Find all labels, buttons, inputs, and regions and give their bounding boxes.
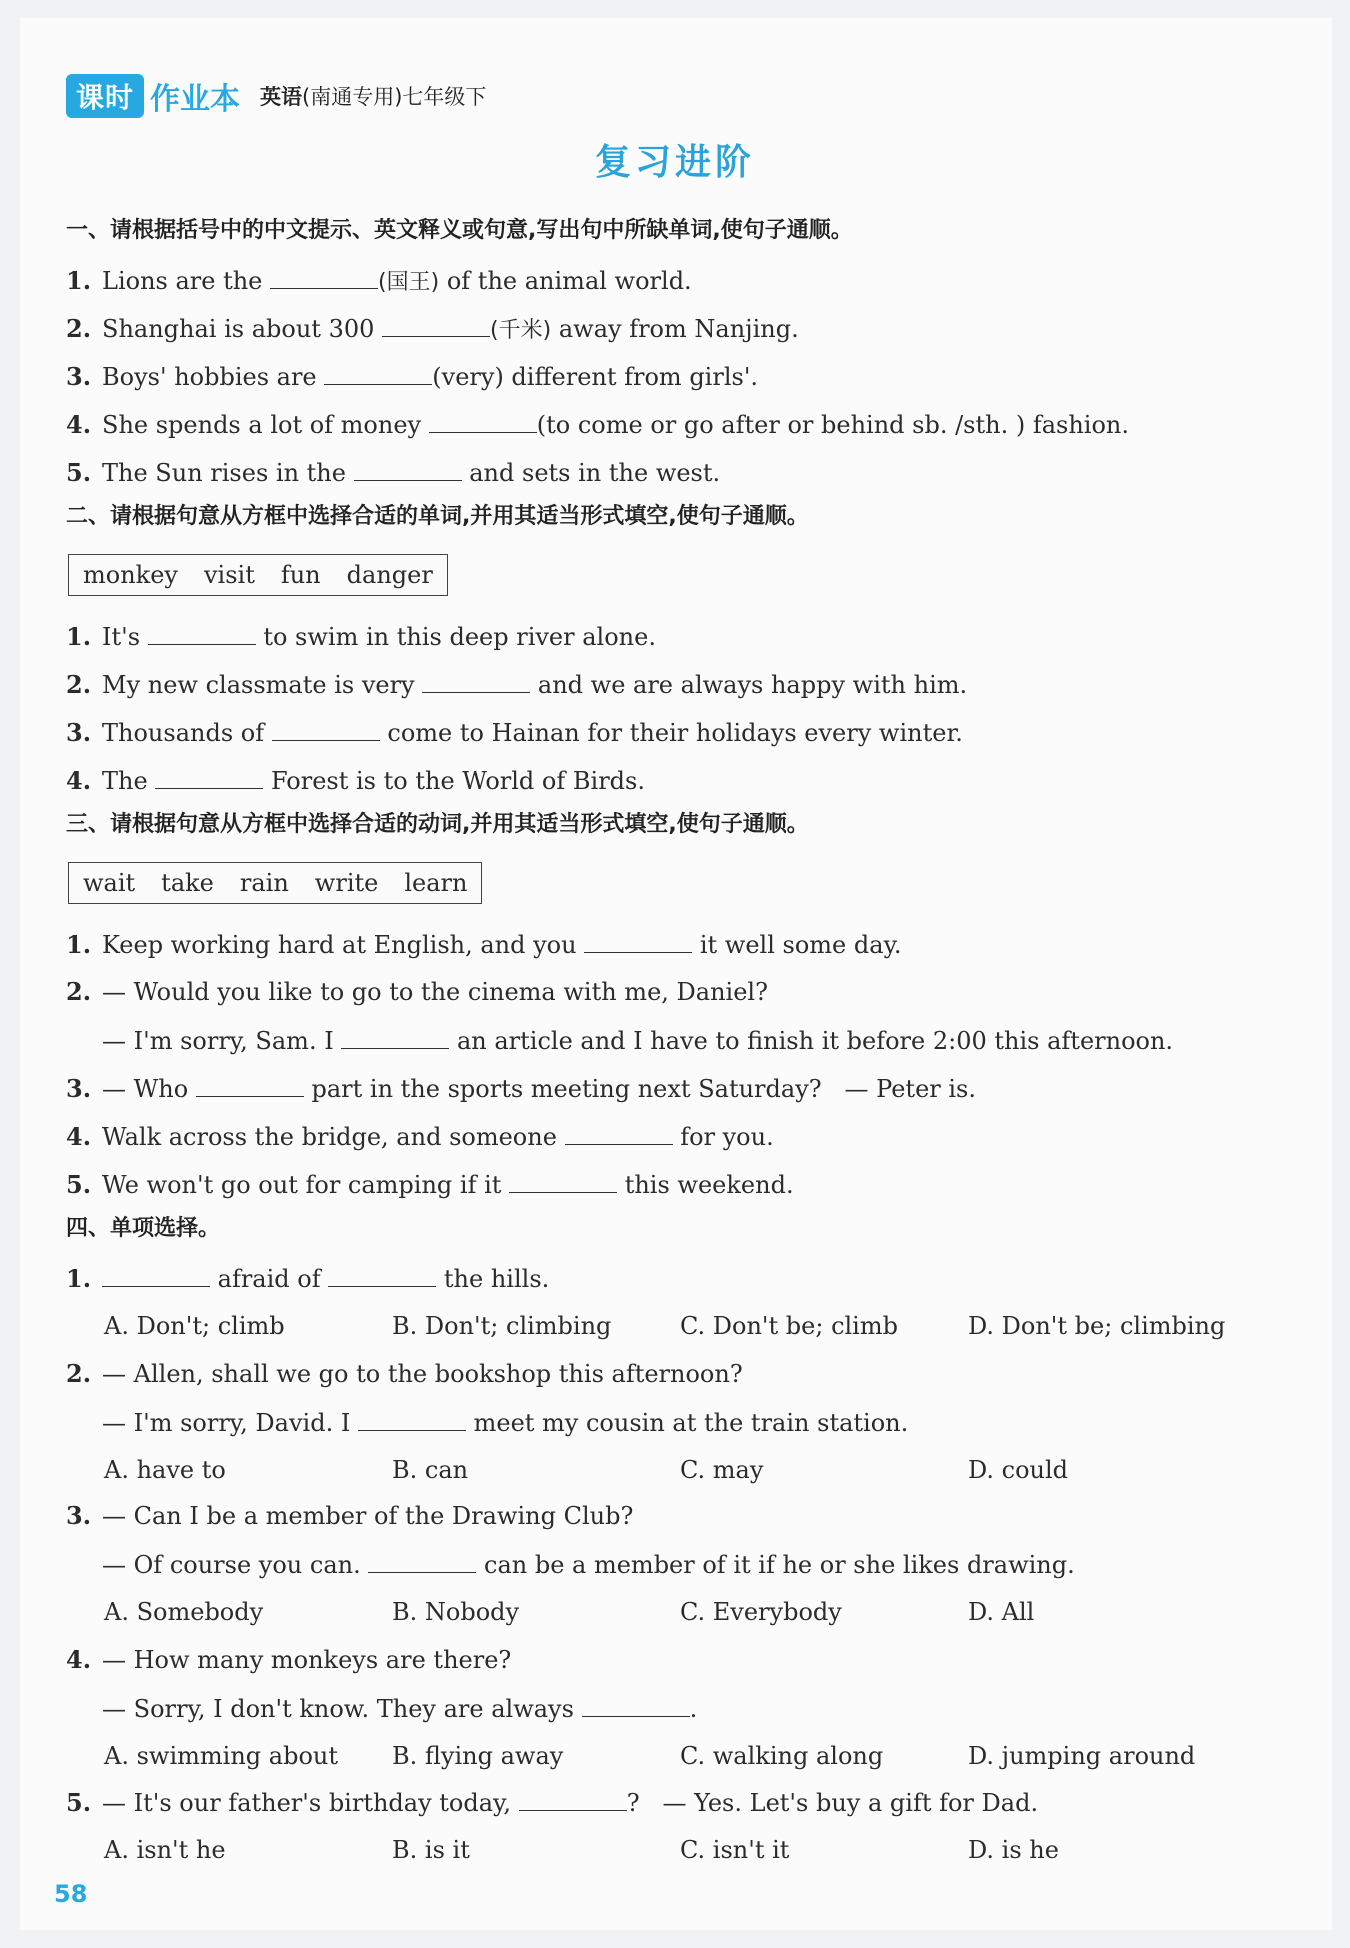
answer-blank[interactable]: [358, 1410, 466, 1431]
answer-blank[interactable]: [382, 316, 490, 337]
answer-blank[interactable]: [155, 768, 263, 789]
list-item: 1. Lions are the (国王) of the animal world.: [66, 266, 692, 295]
page-title: 复习进阶: [594, 142, 755, 183]
choice-option[interactable]: D. is he: [968, 1836, 1059, 1864]
brand-name: 作业本: [150, 82, 241, 117]
choice-option[interactable]: D. All: [968, 1598, 1035, 1626]
page-number: 58: [54, 1880, 88, 1908]
section-heading-1: 一、请根据括号中的中文提示、英文释义或句意,写出句中所缺单词,使句子通顺。: [66, 218, 853, 243]
choice-option[interactable]: A. have to: [104, 1456, 226, 1484]
answer-blank[interactable]: [148, 624, 256, 645]
word-option: danger: [346, 561, 433, 589]
list-item-line: — I'm sorry, David. I meet my cousin at the train station.: [102, 1409, 909, 1437]
choice-option[interactable]: A. swimming about: [104, 1742, 338, 1770]
answer-blank[interactable]: [422, 672, 530, 693]
list-item: 3. Thousands of come to Hainan for their holidays every winter.: [66, 718, 963, 747]
choice-option[interactable]: C. isn't it: [680, 1836, 790, 1864]
answer-blank[interactable]: [341, 1028, 449, 1049]
list-item: 5. The Sun rises in the and sets in the west.: [66, 458, 721, 487]
choice-option[interactable]: C. may: [680, 1456, 764, 1484]
answer-blank[interactable]: [582, 1696, 690, 1717]
word-box: [68, 554, 448, 596]
choice-option[interactable]: C. walking along: [680, 1742, 884, 1770]
list-item: 4. She spends a lot of money (to come or go after or behind sb. /sth. ) fashion.: [66, 410, 1130, 439]
word-box: [68, 862, 482, 904]
choice-option[interactable]: B. Nobody: [392, 1598, 520, 1626]
answer-blank[interactable]: [102, 1266, 210, 1287]
word-option: learn: [404, 869, 468, 897]
list-item: 3. — Who part in the sports meeting next Saturday? — Peter is.: [66, 1074, 976, 1103]
answer-blank[interactable]: [368, 1552, 476, 1573]
choice-option[interactable]: A. Don't; climb: [104, 1312, 285, 1340]
choice-option[interactable]: A. isn't he: [104, 1836, 226, 1864]
choice-option[interactable]: D. could: [968, 1456, 1069, 1484]
word-option: rain: [239, 869, 289, 897]
word-option: take: [161, 869, 214, 897]
list-item: 2. Shanghai is about 300 (千米) away from Nanjing.: [66, 314, 799, 343]
word-option: fun: [280, 561, 321, 589]
list-item: 1. It's to swim in this deep river alone.: [66, 622, 656, 651]
list-item: 2. My new classmate is very and we are always happy with him.: [66, 670, 968, 699]
answer-blank[interactable]: [584, 932, 692, 953]
list-item: 1. afraid of the hills.: [66, 1264, 550, 1293]
list-item: 3. Boys' hobbies are (very) different from girls'.: [66, 362, 759, 391]
section-heading-4: 四、单项选择。: [66, 1216, 221, 1241]
word-option: monkey: [83, 561, 178, 589]
list-item-line: — I'm sorry, Sam. I an article and I have to finish it before 2:00 this afternoon.: [102, 1027, 1174, 1055]
answer-blank[interactable]: [565, 1124, 673, 1145]
list-item-line: — Of course you can. can be a member of it if he or she likes drawing.: [102, 1551, 1075, 1579]
choice-option[interactable]: B. flying away: [392, 1742, 564, 1770]
answer-blank[interactable]: [272, 720, 380, 741]
list-item-line: — Sorry, I don't know. They are always .: [102, 1695, 698, 1723]
word-option: visit: [203, 561, 255, 589]
page-sheet: [20, 18, 1332, 1930]
list-item: 3. — Can I be a member of the Drawing Club?: [66, 1501, 634, 1530]
list-item: 4. The Forest is to the World of Birds.: [66, 766, 645, 795]
list-item: 4. — How many monkeys are there?: [66, 1645, 512, 1674]
answer-blank[interactable]: [324, 364, 432, 385]
list-item: 2. — Would you like to go to the cinema with me, Daniel?: [66, 977, 768, 1006]
answer-blank[interactable]: [519, 1790, 627, 1811]
answer-blank[interactable]: [509, 1172, 617, 1193]
choice-option[interactable]: B. can: [392, 1456, 469, 1484]
section-heading-2: 二、请根据句意从方框中选择合适的单词,并用其适当形式填空,使句子通顺。: [66, 504, 809, 529]
word-option: wait: [83, 869, 136, 897]
list-item: 1. Keep working hard at English, and you it well some day.: [66, 930, 902, 959]
choice-option[interactable]: D. Don't be; climbing: [968, 1312, 1226, 1340]
section-heading-3: 三、请根据句意从方框中选择合适的动词,并用其适当形式填空,使句子通顺。: [66, 812, 809, 837]
book-header: [66, 74, 486, 118]
answer-blank[interactable]: [196, 1076, 304, 1097]
answer-blank[interactable]: [429, 412, 537, 433]
brand-logo: 课时: [66, 74, 144, 118]
list-item: 2. — Allen, shall we go to the bookshop this afternoon?: [66, 1359, 743, 1388]
word-option: write: [314, 869, 379, 897]
answer-blank[interactable]: [270, 268, 378, 289]
choice-option[interactable]: C. Don't be; climb: [680, 1312, 898, 1340]
answer-blank[interactable]: [354, 460, 462, 481]
answer-blank[interactable]: [328, 1266, 436, 1287]
choice-option[interactable]: C. Everybody: [680, 1598, 842, 1626]
book-subtitle: 英语(南通专用)七年级下: [260, 85, 487, 109]
choice-option[interactable]: A. Somebody: [104, 1598, 264, 1626]
list-item: 4. Walk across the bridge, and someone for you.: [66, 1122, 774, 1151]
choice-option[interactable]: B. Don't; climbing: [392, 1312, 612, 1340]
list-item: 5. We won't go out for camping if it this weekend.: [66, 1170, 794, 1199]
choice-option[interactable]: B. is it: [392, 1836, 470, 1864]
list-item: 5. — It's our father's birthday today, ? — Yes. Let's buy a gift for Dad.: [66, 1788, 1039, 1817]
choice-option[interactable]: D. jumping around: [968, 1742, 1196, 1770]
